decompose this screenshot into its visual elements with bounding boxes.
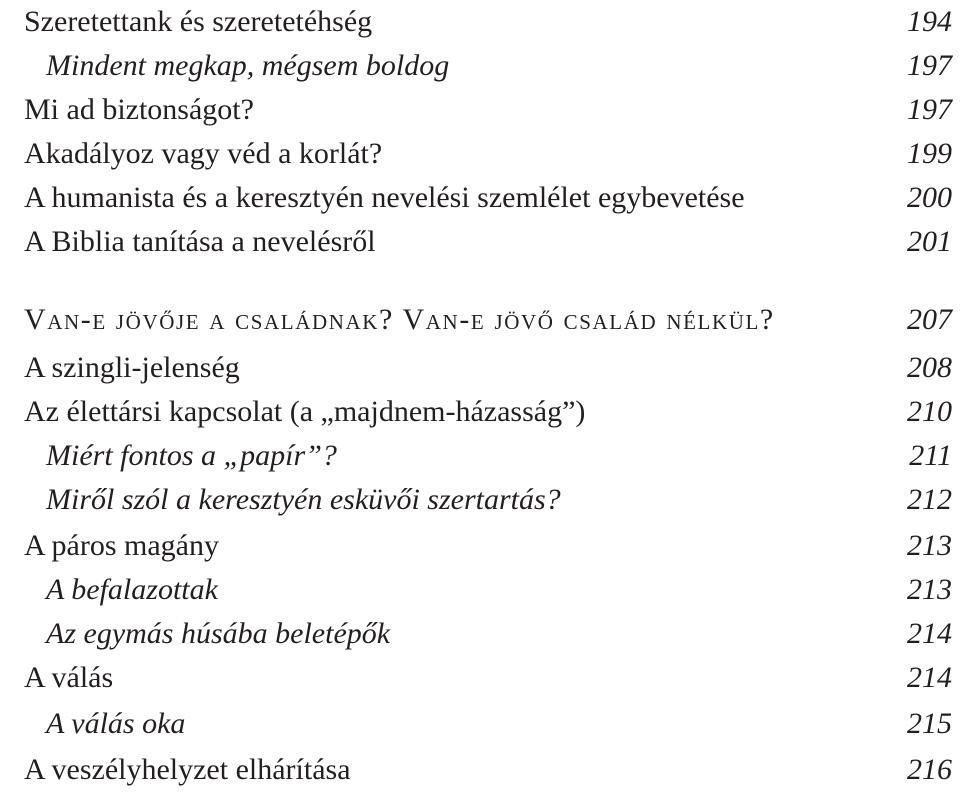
- toc-subentry: [46, 44, 952, 88]
- toc-entry-title: Szeretettank és szeretetéhség: [24, 5, 373, 38]
- toc-entry-page: 197: [907, 93, 952, 126]
- toc-entry-title: A veszélyhelyzet elhárítása: [24, 753, 351, 786]
- toc-entry-page: 197: [907, 49, 952, 82]
- toc-entry-title: Mi ad biztonságot?: [24, 93, 254, 126]
- toc-entry: [24, 346, 952, 390]
- toc-entry: [24, 524, 952, 568]
- toc-entry-title: Az egymás húsába beletépők: [46, 617, 391, 650]
- toc-entry-page: 213: [907, 573, 952, 606]
- toc-entry-title: Az élettársi kapcsolat (a „majdnem-házasság”): [24, 395, 586, 428]
- toc-entry-page: 215: [907, 707, 952, 740]
- toc-entry: [24, 748, 952, 792]
- toc-entry-page: 200: [907, 181, 952, 214]
- toc-entry-page: 194: [907, 5, 952, 38]
- toc-entry-page: 199: [907, 137, 952, 170]
- toc-entry-page: 210: [907, 395, 952, 428]
- toc-subentry: [46, 434, 952, 478]
- toc-entry: [24, 176, 952, 220]
- toc-subentry: [46, 612, 952, 656]
- toc-entry-title: A humanista és a keresztyén nevelési szemlélet egybevetése: [24, 181, 745, 214]
- toc-entry: [24, 132, 952, 176]
- toc-entry-title: Mindent megkap, mégsem boldog: [46, 49, 450, 82]
- toc-chapter-title: Van-e jövője a családnak? Van-e jövő család nélkül?: [24, 303, 775, 336]
- toc-entry-page: 208: [907, 351, 952, 384]
- toc-entry: [24, 656, 952, 700]
- toc-entry-title: A válás: [24, 661, 114, 694]
- toc-subentry: [46, 478, 952, 522]
- toc-entry-page: 207: [907, 303, 952, 336]
- toc-chapter-heading: [24, 298, 952, 342]
- toc-entry: [24, 390, 952, 434]
- toc-entry-title: A válás oka: [46, 707, 186, 740]
- toc-entry-title: Akadályoz vagy véd a korlát?: [24, 137, 383, 170]
- toc-entry-title: A Biblia tanítása a nevelésről: [24, 225, 376, 258]
- toc-entry-page: 214: [907, 661, 952, 694]
- toc-entry-title: A szingli-jelenség: [24, 351, 240, 384]
- toc-entry-title: Miért fontos a „papír”?: [46, 439, 337, 472]
- toc-entry-page: 201: [907, 225, 952, 258]
- toc-entry: [24, 220, 952, 264]
- toc-entry-page: 211: [909, 439, 952, 472]
- toc-entry-title: Miről szól a keresztyén esküvői szertartás?: [46, 483, 561, 516]
- toc-entry: [24, 0, 952, 44]
- toc-entry-page: 212: [907, 483, 952, 516]
- toc-entry-page: 214: [907, 617, 952, 650]
- toc-subentry: [46, 702, 952, 746]
- toc-subentry: [46, 568, 952, 612]
- toc-entry: [24, 88, 952, 132]
- toc-entry-page: 216: [907, 753, 952, 786]
- toc-entry-title: A befalazottak: [46, 573, 218, 606]
- toc-entry-page: 213: [907, 529, 952, 562]
- toc-entry-title: A páros magány: [24, 529, 219, 562]
